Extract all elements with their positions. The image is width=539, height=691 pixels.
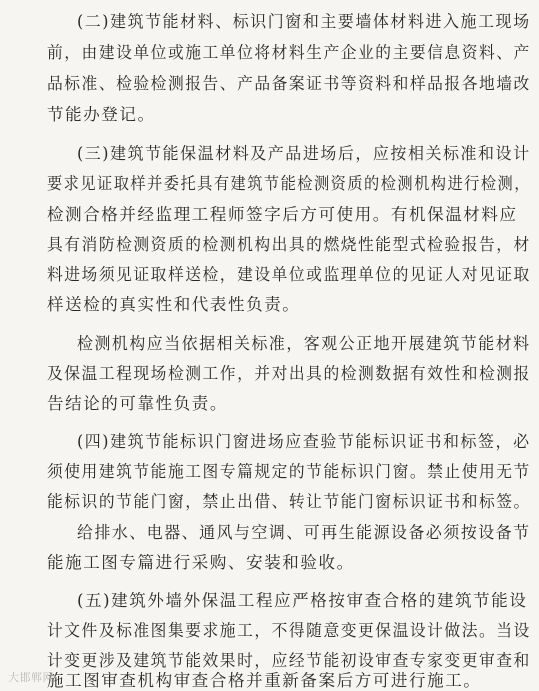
paragraph-2-line-5: 料进场须见证取样送检，建设单位或监理单位的见证人对见证取 bbox=[47, 265, 531, 284]
watermark: 大邯郸网 bbox=[8, 671, 54, 684]
paragraph-1-line-2: 前，由建设单位或施工单位将材料生产企业的主要信息资料、产 bbox=[47, 43, 531, 62]
paragraph-1-line-3: 品标准、检验检测报告、产品备案证书等资料和样品报各地墙改 bbox=[47, 74, 531, 93]
paragraph-6-line-1: (五)建筑外墙外保温工程应严格按审查合格的建筑节能设 bbox=[77, 591, 528, 610]
paragraph-3-line-3: 告结论的可靠性负责。 bbox=[47, 394, 228, 413]
paragraph-4-line-2: 须使用建筑节能施工图专篇规定的节能标识门窗。禁止使用无节 bbox=[47, 462, 531, 481]
paragraph-1-line-4: 节能办登记。 bbox=[47, 105, 156, 124]
paragraph-5-line-2: 能施工图专篇进行采购、安装和验收。 bbox=[47, 553, 355, 572]
paragraph-5-line-1: 给排水、电器、通风与空调、可再生能源设备必须按设备节 bbox=[77, 523, 531, 542]
paragraph-2-line-4: 具有消防检测资质的检测机构出具的燃烧性能型式检验报告，材 bbox=[47, 235, 531, 254]
paragraph-3-line-1: 检测机构应当依据相关标准，客观公正地开展建筑节能材料 bbox=[77, 334, 531, 353]
paragraph-2-line-3: 检测合格并经监理工程师签字后方可使用。有机保温材料应 bbox=[47, 205, 518, 224]
paragraph-6-line-3: 计变更涉及建筑节能效果时，应经节能初设审查专家变更审查和 bbox=[47, 651, 531, 670]
paragraph-4-line-1: (四)建筑节能标识门窗进场应查验节能标识证书和标签，必 bbox=[77, 432, 531, 451]
paragraph-2-line-2: 要求见证取样并委托具有建筑节能检测资质的检测机构进行检测， bbox=[47, 174, 531, 193]
paragraph-6-line-2: 计文件及标准图集要求施工，不得随意变更保温设计做法。当设 bbox=[47, 621, 531, 640]
paragraph-6-line-4: 施工图审查机构审查合格并重新备案后方可进行施工。 bbox=[47, 671, 482, 690]
paragraph-1-line-1: (二)建筑节能材料、标识门窗和主要墙体材料进入施工现场 bbox=[77, 12, 531, 31]
paragraph-4-line-3: 能标识的节能门窗，禁止出借、转让节能门窗标识证书和标签。 bbox=[47, 492, 531, 511]
paragraph-2-line-6: 样送检的真实性和代表性负责。 bbox=[47, 295, 301, 314]
paragraph-3-line-2: 及保温工程现场检测工作，并对出具的检测数据有效性和检测报 bbox=[47, 364, 531, 383]
paragraph-2-line-1: (三)建筑节能保温材料及产品进场后，应按相关标准和设计 bbox=[77, 144, 531, 163]
